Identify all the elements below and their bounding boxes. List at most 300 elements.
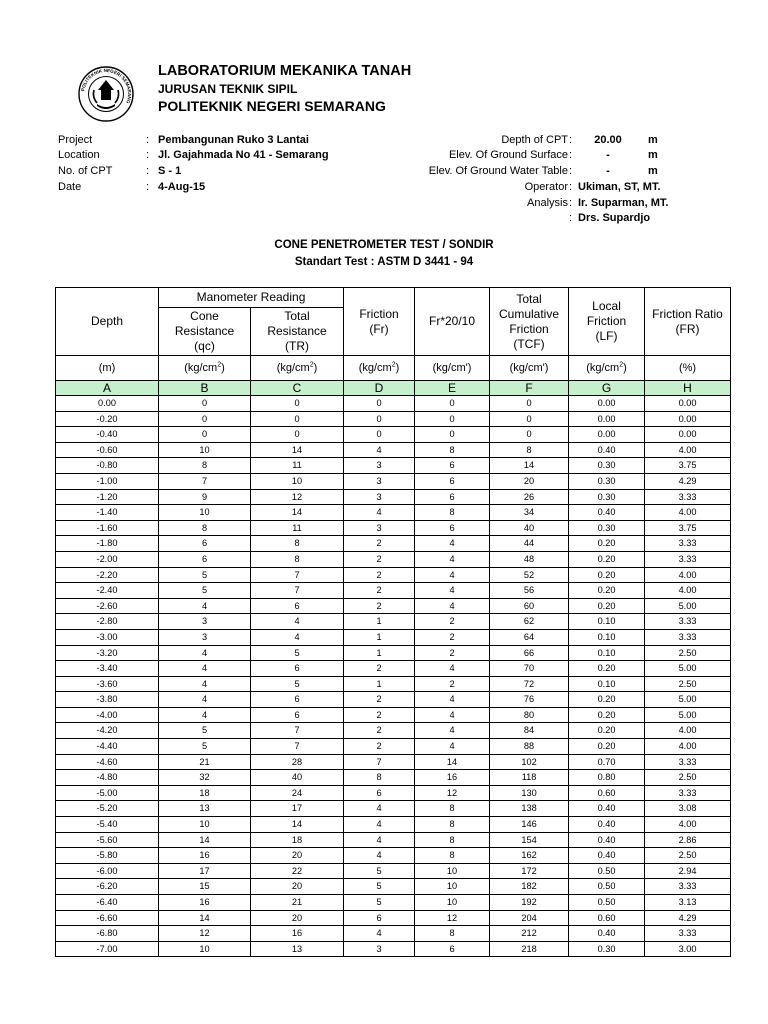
fr-cell: 2.50 [645,676,731,692]
fr2010-cell: 12 [415,785,490,801]
lf-cell: 0.40 [569,817,645,833]
cone-cell: 32 [159,770,251,786]
depth-cell: -0.40 [56,427,159,443]
depth-cell: -5.20 [56,801,159,817]
total-resistance-cell: 14 [251,505,344,521]
fr2010-cell: 4 [415,739,490,755]
unit-lf: $(kg/cm^2)$ [569,356,645,381]
lf-cell: 0.20 [569,692,645,708]
ground-surface-label: Elev. Of Ground Surface [448,149,568,161]
total-resistance-cell: 21 [251,895,344,911]
fr-cell: 3.00 [645,941,731,957]
lf-cell: 0.40 [569,832,645,848]
tcf-cell: 192 [490,895,569,911]
friction-cell: 2 [344,598,415,614]
cone-cell: 8 [159,458,251,474]
col-letter: D [344,381,415,396]
cone-cell: 0 [159,427,251,443]
cone-cell: 10 [159,941,251,957]
friction-cell: 5 [344,879,415,895]
tcf-cell: 118 [490,770,569,786]
table-row [56,676,731,692]
cone-cell: 14 [159,832,251,848]
cone-cell: 0 [159,411,251,427]
table-row [56,520,731,536]
fr-cell: 3.75 [645,520,731,536]
unit-depth: (m) [56,356,159,381]
cone-cell: 4 [159,676,251,692]
total-resistance-cell: 16 [251,926,344,942]
lf-cell: 0.30 [569,458,645,474]
cone-cell: 10 [159,442,251,458]
col-tcf: Total Cumulative Friction (TCF) [490,288,569,356]
col-letter: B [159,381,251,396]
fr-cell: 3.13 [645,895,731,911]
cone-cell: 8 [159,520,251,536]
lf-cell: 0.40 [569,848,645,864]
tcf-cell: 218 [490,941,569,957]
project-value: Pembangunan Ruko 3 Lantai [158,134,309,146]
col-total-resistance: Total Resistance (TR) [251,308,344,356]
total-resistance-cell: 7 [251,567,344,583]
friction-cell: 1 [344,629,415,645]
fr-cell: 3.33 [645,754,731,770]
cone-cell: 5 [159,567,251,583]
depth-cell: -3.40 [56,661,159,677]
lf-cell: 0.40 [569,801,645,817]
fr-cell: 3.08 [645,801,731,817]
lf-cell: 0.00 [569,396,645,412]
cone-cell: 12 [159,926,251,942]
fr-cell: 2.50 [645,848,731,864]
lf-cell: 0.40 [569,505,645,521]
lf-cell: 0.20 [569,661,645,677]
fr2010-cell: 4 [415,661,490,677]
tcf-cell: 48 [490,551,569,567]
total-resistance-cell: 24 [251,785,344,801]
table-row [56,739,731,755]
table-row [56,848,731,864]
depth-cell: -5.40 [56,817,159,833]
table-body [56,396,731,957]
col-letter: H [645,381,731,396]
tcf-cell: 212 [490,926,569,942]
friction-cell: 4 [344,926,415,942]
total-resistance-cell: 5 [251,676,344,692]
friction-cell: 1 [344,676,415,692]
lf-cell: 0.20 [569,536,645,552]
total-resistance-cell: 0 [251,396,344,412]
department-name: JURUSAN TEKNIK SIPIL [158,82,298,96]
fr-cell: 4.29 [645,910,731,926]
total-resistance-cell: 22 [251,863,344,879]
tcf-cell: 84 [490,723,569,739]
cone-cell: 0 [159,396,251,412]
project-label: Project [58,134,93,146]
fr2010-cell: 6 [415,458,490,474]
tcf-cell: 146 [490,817,569,833]
total-resistance-cell: 8 [251,551,344,567]
friction-cell: 2 [344,723,415,739]
analysis-value-2: Drs. Supardjo [578,212,651,224]
total-resistance-cell: 0 [251,411,344,427]
table-row [56,770,731,786]
colon: : [146,165,150,177]
location-label: Location [58,149,100,161]
fr-cell: 3.75 [645,458,731,474]
table-row [56,692,731,708]
test-standard: Standart Test : ASTM D 3441 - 94 [294,256,474,268]
fr-cell: 4.00 [645,739,731,755]
test-title: CONE PENETROMETER TEST / SONDIR [274,239,494,251]
fr-cell: 4.00 [645,817,731,833]
total-resistance-cell: 8 [251,536,344,552]
tcf-cell: 204 [490,910,569,926]
fr2010-cell: 4 [415,598,490,614]
table-row [56,473,731,489]
total-resistance-cell: 7 [251,583,344,599]
lf-cell: 0.20 [569,598,645,614]
fr2010-cell: 8 [415,832,490,848]
lf-cell: 0.20 [569,707,645,723]
friction-cell: 4 [344,832,415,848]
table-row [56,614,731,630]
friction-cell: 7 [344,754,415,770]
depth-cell: -4.40 [56,739,159,755]
fr-cell: 0.00 [645,411,731,427]
depth-cell: -2.20 [56,567,159,583]
tcf-cell: 44 [490,536,569,552]
depth-cell: -1.20 [56,489,159,505]
ground-surface-unit: m [648,149,658,161]
table-row [56,442,731,458]
fr2010-cell: 0 [415,396,490,412]
total-resistance-cell: 12 [251,489,344,505]
lf-cell: 0.30 [569,520,645,536]
fr2010-cell: 4 [415,583,490,599]
colon: : [569,212,573,224]
cone-cell: 9 [159,489,251,505]
total-resistance-cell: 28 [251,754,344,770]
fr-cell: 3.33 [645,551,731,567]
table-row [56,458,731,474]
fr2010-cell: 6 [415,473,490,489]
depth-cell: -4.00 [56,707,159,723]
tcf-cell: 70 [490,661,569,677]
table-row [56,879,731,895]
cone-cell: 6 [159,551,251,567]
total-resistance-cell: 18 [251,832,344,848]
col-lf: Local Friction (LF) [569,288,645,356]
fr-cell: 2.94 [645,863,731,879]
tcf-cell: 102 [490,754,569,770]
table-row [56,723,731,739]
table-row [56,926,731,942]
fr2010-cell: 8 [415,848,490,864]
friction-cell: 0 [344,411,415,427]
friction-cell: 4 [344,848,415,864]
lf-cell: 0.10 [569,614,645,630]
tcf-cell: 66 [490,645,569,661]
depth-cell: -6.20 [56,879,159,895]
table-row [56,411,731,427]
fr2010-cell: 2 [415,614,490,630]
friction-cell: 2 [344,692,415,708]
ground-surface-value: - [606,149,610,161]
polines-logo [78,66,134,122]
depth-cell: -7.00 [56,941,159,957]
fr-cell: 4.00 [645,442,731,458]
depth-cell: -4.60 [56,754,159,770]
fr2010-cell: 4 [415,536,490,552]
fr2010-cell: 8 [415,442,490,458]
cone-cell: 4 [159,707,251,723]
fr2010-cell: 8 [415,505,490,521]
date-value: 4-Aug-15 [158,181,206,193]
fr-cell: 5.00 [645,598,731,614]
friction-cell: 3 [344,941,415,957]
total-resistance-cell: 4 [251,629,344,645]
depth-cell: -1.40 [56,505,159,521]
total-resistance-cell: 0 [251,427,344,443]
friction-cell: 4 [344,817,415,833]
unit-fr: (%) [645,356,731,381]
col-cone: Cone Resistance (qc) [159,308,251,356]
table-row [56,707,731,723]
fr2010-cell: 8 [415,926,490,942]
tcf-cell: 154 [490,832,569,848]
friction-cell: 2 [344,536,415,552]
friction-cell: 3 [344,520,415,536]
depth-cell: -3.80 [56,692,159,708]
nocpt-label: No. of CPT [58,165,113,177]
lf-cell: 0.30 [569,473,645,489]
unit-fr2010: (kg/cm') [415,356,490,381]
total-resistance-cell: 7 [251,739,344,755]
total-resistance-cell: 6 [251,692,344,708]
colon: : [569,165,573,177]
lf-cell: 0.50 [569,879,645,895]
fr2010-cell: 6 [415,489,490,505]
cone-cell: 17 [159,863,251,879]
tcf-cell: 52 [490,567,569,583]
table-row [56,629,731,645]
depth-cell: -4.80 [56,770,159,786]
cone-cell: 4 [159,692,251,708]
friction-cell: 0 [344,427,415,443]
friction-cell: 3 [344,489,415,505]
friction-cell: 5 [344,895,415,911]
colon: : [146,181,150,193]
lf-cell: 0.50 [569,895,645,911]
table-row [56,661,731,677]
tcf-cell: 76 [490,692,569,708]
friction-cell: 4 [344,801,415,817]
lf-cell: 0.40 [569,926,645,942]
lf-cell: 0.70 [569,754,645,770]
cone-cell: 3 [159,629,251,645]
col-letter: G [569,381,645,396]
total-resistance-cell: 10 [251,473,344,489]
fr-cell: 4.00 [645,567,731,583]
nocpt-value: S - 1 [158,165,182,177]
depth-cell: -2.00 [56,551,159,567]
fr2010-cell: 6 [415,941,490,957]
cone-cell: 4 [159,645,251,661]
date-label: Date [58,181,82,193]
col-letter: C [251,381,344,396]
table-row [56,754,731,770]
fr2010-cell: 4 [415,567,490,583]
depth-cpt-label: Depth of CPT [501,134,568,146]
fr2010-cell: 12 [415,910,490,926]
table-row [56,895,731,911]
fr2010-cell: 8 [415,817,490,833]
fr2010-cell: 2 [415,676,490,692]
tcf-cell: 130 [490,785,569,801]
lf-cell: 0.00 [569,427,645,443]
table-row [56,801,731,817]
cone-cell: 21 [159,754,251,770]
fr-cell: 0.00 [645,396,731,412]
fr-cell: 5.00 [645,692,731,708]
fr-cell: 4.29 [645,473,731,489]
table-row [56,941,731,957]
fr-cell: 0.00 [645,427,731,443]
depth-cell: -0.20 [56,411,159,427]
cone-cell: 10 [159,817,251,833]
colon: : [569,181,573,193]
total-resistance-cell: 14 [251,817,344,833]
unit-friction: $(kg/cm^2)$ [344,356,415,381]
lf-cell: 0.50 [569,863,645,879]
fr-cell: 3.33 [645,614,731,630]
fr-cell: 3.33 [645,489,731,505]
cone-cell: 4 [159,661,251,677]
depth-cell: -1.80 [56,536,159,552]
col-fr2010: Fr*20/10 [415,288,490,356]
table-row [56,832,731,848]
lab-name: LABORATORIUM MEKANIKA TANAH [158,63,412,79]
friction-cell: 6 [344,910,415,926]
lf-cell: 0.20 [569,739,645,755]
depth-cpt-unit: m [648,134,658,146]
analysis-label: Analysis [527,197,568,209]
table-row [56,536,731,552]
total-resistance-cell: 20 [251,910,344,926]
fr2010-cell: 14 [415,754,490,770]
col-letter: F [490,381,569,396]
total-resistance-cell: 14 [251,442,344,458]
tcf-cell: 182 [490,879,569,895]
lf-cell: 0.20 [569,723,645,739]
depth-cell: -4.20 [56,723,159,739]
friction-cell: 0 [344,396,415,412]
lf-cell: 0.20 [569,551,645,567]
total-resistance-cell: 4 [251,614,344,630]
logo-ring-text: POLITEKNIK NEGERI SEMARANG [80,67,133,105]
analysis-value: Ir. Suparman, MT. [578,197,669,209]
friction-cell: 2 [344,707,415,723]
operator-value: Ukiman, ST, MT. [578,181,661,193]
fr2010-cell: 0 [415,411,490,427]
operator-label: Operator [524,181,568,193]
table-row [56,645,731,661]
cone-cell: 4 [159,598,251,614]
tcf-cell: 0 [490,396,569,412]
depth-cell: -1.00 [56,473,159,489]
colon: : [569,197,573,209]
fr2010-cell: 6 [415,520,490,536]
table-row [56,396,731,412]
total-resistance-cell: 40 [251,770,344,786]
depth-cell: -6.60 [56,910,159,926]
tcf-cell: 72 [490,676,569,692]
friction-cell: 2 [344,583,415,599]
total-resistance-cell: 17 [251,801,344,817]
depth-cell: -5.60 [56,832,159,848]
cone-cell: 18 [159,785,251,801]
depth-cell: -2.60 [56,598,159,614]
friction-cell: 1 [344,614,415,630]
tcf-cell: 26 [490,489,569,505]
total-resistance-cell: 11 [251,520,344,536]
institution-name: POLITEKNIK NEGERI SEMARANG [158,98,386,114]
total-resistance-cell: 13 [251,941,344,957]
col-letter: E [415,381,490,396]
fr-cell: 3.33 [645,629,731,645]
colon: : [146,134,150,146]
cone-cell: 5 [159,723,251,739]
total-resistance-cell: 20 [251,848,344,864]
table-row [56,583,731,599]
depth-cell: -2.80 [56,614,159,630]
fr-cell: 4.00 [645,505,731,521]
water-table-label: Elev. Of Ground Water Table [428,165,568,177]
col-letter: A [56,381,159,396]
table-row [56,910,731,926]
fr-cell: 3.33 [645,785,731,801]
fr2010-cell: 4 [415,707,490,723]
water-table-unit: m [648,165,658,177]
tcf-cell: 40 [490,520,569,536]
tcf-cell: 0 [490,427,569,443]
table-row [56,567,731,583]
depth-cell: -0.60 [56,442,159,458]
col-depth: Depth [56,288,159,356]
table-row [56,598,731,614]
depth-cell: -0.80 [56,458,159,474]
water-table-value: - [606,165,610,177]
unit-total: $(kg/cm^2)$ [251,356,344,381]
total-resistance-cell: 11 [251,458,344,474]
cone-cell: 14 [159,910,251,926]
lf-cell: 0.20 [569,583,645,599]
total-resistance-cell: 7 [251,723,344,739]
fr-cell: 3.33 [645,536,731,552]
fr-cell: 5.00 [645,661,731,677]
tcf-cell: 0 [490,411,569,427]
cone-cell: 16 [159,895,251,911]
depth-cell: -6.00 [56,863,159,879]
unit-cone: $(kg/cm^2)$ [159,356,251,381]
depth-cell: -5.00 [56,785,159,801]
tcf-cell: 60 [490,598,569,614]
depth-cpt-value: 20.00 [594,134,622,146]
table-row [56,505,731,521]
cone-cell: 16 [159,848,251,864]
lf-cell: 0.10 [569,676,645,692]
